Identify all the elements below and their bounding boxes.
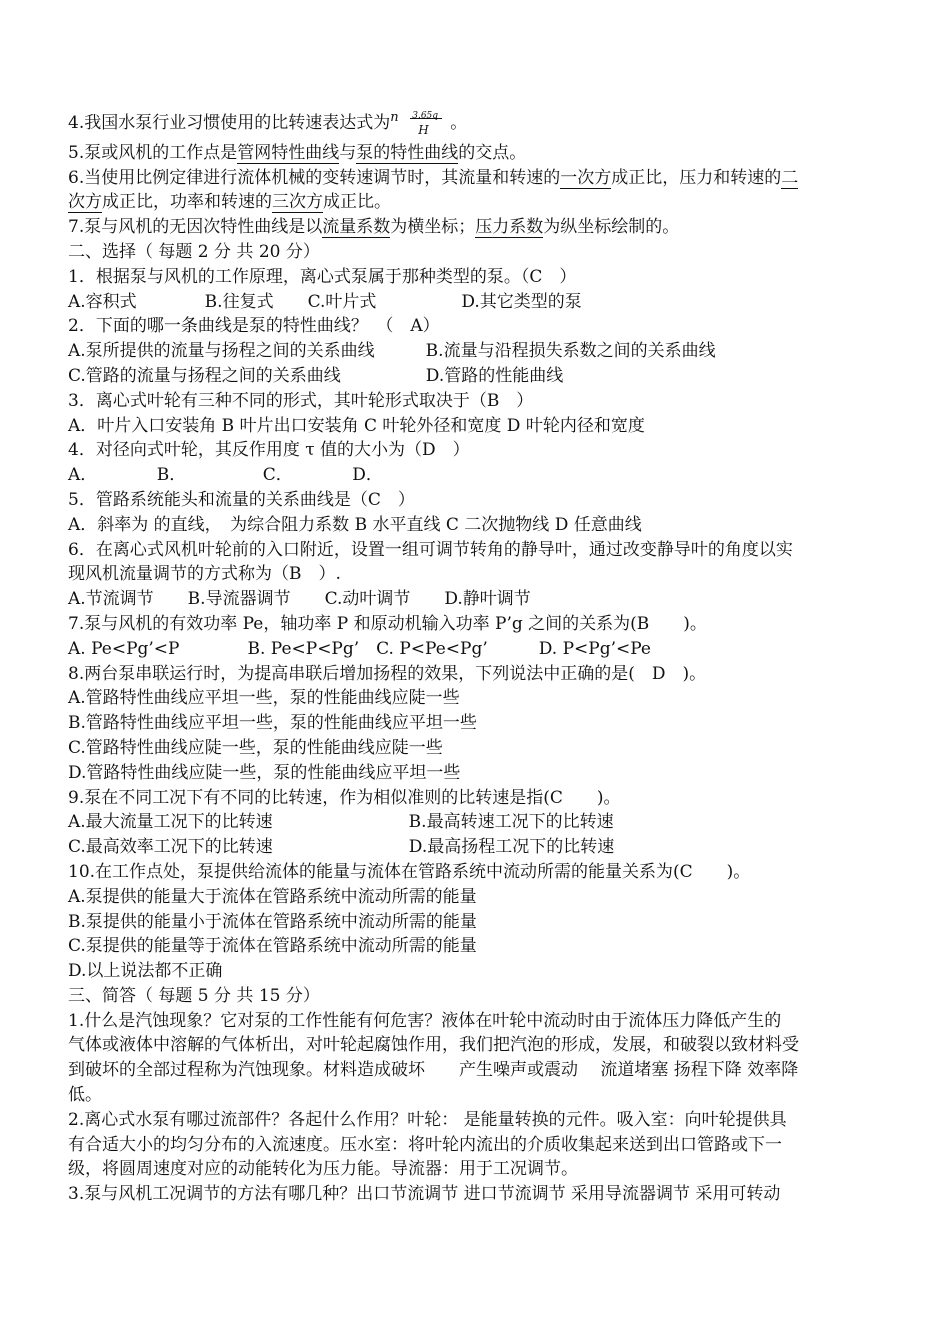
answer-blank: 流量系数 (322, 217, 391, 238)
section-2-body (68, 265, 888, 984)
answer-blank: 压力系数 (475, 217, 544, 238)
text-line: 1．根据泵与风机的工作原理，离心式泵属于那种类型的泵。（C ） (68, 266, 577, 287)
text-line: C.管路特性曲线应陡一些，泵的性能曲线应陡一些 (68, 737, 443, 758)
text-line: 级，将圆周速度对应的动能转化为压力能。导流器：用于工况调节。 (68, 1159, 578, 1180)
document-page (68, 110, 888, 1207)
text-line: A．斜率为 的直线， 为综合阻力系数 B 水平直线 C 二次抛物线 D 任意曲线 (68, 514, 642, 535)
text-line: 气体或液体中溶解的气体析出，对叶轮起腐蚀作用，我们把汽泡的形成，发展，和破裂以致材料受 (68, 1035, 799, 1056)
text-line: 7.泵与风机的有效功率 Pe，轴功率 P 和原动机输入功率 P’g 之间的关系为(B )。 (68, 613, 707, 634)
text-line: A．叶片入口安装角 B 叶片出口安装角 C 叶轮外径和宽度 D 叶轮内径和宽度 (68, 415, 645, 436)
answer-blank: 二 (781, 167, 799, 188)
text-line: 2.离心式水泵有哪过流部件？各起什么作用？叶轮： 是能量转换的元件。吸入室：向叶轮提供具 (68, 1109, 787, 1130)
text-line: 5．管路系统能头和流量的关系曲线是（C ） (68, 489, 415, 510)
text-line: C.最高效率工况下的比转速 D.最高扬程工况下的比转速 (68, 837, 615, 858)
text-line: A.泵提供的能量大于流体在管路系统中流动所需的能量 (68, 886, 477, 907)
text-line: 低。 (68, 1085, 102, 1106)
text-line: 4．对径向式叶轮，其反作用度 τ 值的大小为（D ） (68, 440, 470, 461)
text-line: 有合适大小的均匀分布的入流速度。压水室：将叶轮内流出的介质收集起来送到出口管路或下一 (68, 1134, 782, 1155)
text-line: C.管路的流量与扬程之间的关系曲线 D.管路的性能曲线 (68, 365, 564, 386)
answer-blank: 次方 (68, 192, 102, 213)
question-6-line-2: 次方成正比，功率和转速的三次方成正比。 (68, 192, 391, 213)
question-6-line-1: 6.当使用比例定律进行流体机械的变转速调节时，其流量和转速的一次方成正比，压力和转速的二 (68, 167, 799, 188)
answer-blank: 一次方 (560, 167, 612, 188)
text-line: D.以上说法都不正确 (68, 961, 223, 982)
text-line: 3.泵与风机工况调节的方法有哪几种？出口节流调节 进口节流调节 采用导流器调节 采用可转动 (68, 1184, 781, 1205)
answer-blank: 管网特性曲线 (237, 142, 340, 163)
text-line: 到破坏的全部过程称为汽蚀现象。材料造成破坏 产生噪声或震动 流道堵塞 扬程下降 效率降 (68, 1060, 799, 1081)
text-line: B.管路特性曲线应平坦一些，泵的性能曲线应平坦一些 (68, 713, 477, 734)
text-line: 3．离心式叶轮有三种不同的形式，其叶轮形式取决于（B ） (68, 390, 534, 411)
answer-blank: 泵的特性曲线 (356, 142, 459, 163)
text-line: B.泵提供的能量小于流体在管路系统中流动所需的能量 (68, 911, 477, 932)
text-line: C.泵提供的能量等于流体在管路系统中流动所需的能量 (68, 936, 477, 957)
text-line: A. Pe<Pg’<P B. Pe<P<Pg’ C. P<Pe<Pg’ D. P<Pg’<Pe (68, 638, 651, 659)
text-line: 1.什么是汽蚀现象？它对泵的工作性能有何危害？液体在叶轮中流动时由于流体压力降低产生的 (68, 1010, 782, 1031)
text-line: 8.两台泵串联运行时，为提高串联后增加扬程的效果，下列说法中正确的是( D )。 (68, 663, 707, 684)
text-line: A.容积式 B.往复式 C.叶片式 D.其它类型的泵 (68, 291, 582, 312)
text-line: 10.在工作点处，泵提供给流体的能量与流体在管路系统中流动所需的能量关系为(C )。 (68, 861, 751, 882)
answer-blank: 三次方 (272, 192, 323, 213)
text-line: 现风机流量调节的方式称为（B ）. (68, 564, 341, 585)
q4-text: 4.我国水泵行业习惯使用的比转速表达式为 (68, 113, 391, 133)
text-line: A.泵所提供的流量与扬程之间的关系曲线 B.流量与沿程损失系数之间的关系曲线 (68, 341, 716, 362)
text-line: A.管路特性曲线应平坦一些，泵的性能曲线应陡一些 (68, 688, 460, 709)
text-line: A.节流调节 B.导流器调节 C.动叶调节 D.静叶调节 (68, 589, 531, 610)
text-line: 2．下面的哪一条曲线是泵的特性曲线？ （ A） (68, 316, 440, 337)
text-line: 9.泵在不同工况下有不同的比转速，作为相似准则的比转速是指(C )。 (68, 787, 621, 808)
specific-speed-formula: n 3.65q H (390, 110, 450, 134)
question-7: 7.泵与风机的无因次特性曲线是以流量系数为横坐标；压力系数为纵坐标绘制的。 (68, 217, 680, 238)
text-line: A.最大流量工况下的比转速 B.最高转速工况下的比转速 (68, 812, 614, 833)
section-3-title: 三、简答（ 每题 5 分 共 15 分） (68, 985, 320, 1006)
text-line: 6．在离心式风机叶轮前的入口附近，设置一组可调节转角的静导叶，通过改变静导叶的角度以实 (68, 539, 793, 560)
section-3-body (68, 1009, 888, 1207)
section-2-title: 二、选择（ 每题 2 分 共 20 分） (68, 241, 320, 262)
question-5: 5.泵或风机的工作点是管网特性曲线与泵的特性曲线的交点。 (68, 142, 527, 163)
text-line: A． B． C． D． (68, 465, 383, 486)
question-4: 4.我国水泵行业习惯使用的比转速表达式为 n 3.65q H 。 (68, 110, 468, 137)
text-line: D.管路特性曲线应陡一些，泵的性能曲线应平坦一些 (68, 762, 461, 783)
